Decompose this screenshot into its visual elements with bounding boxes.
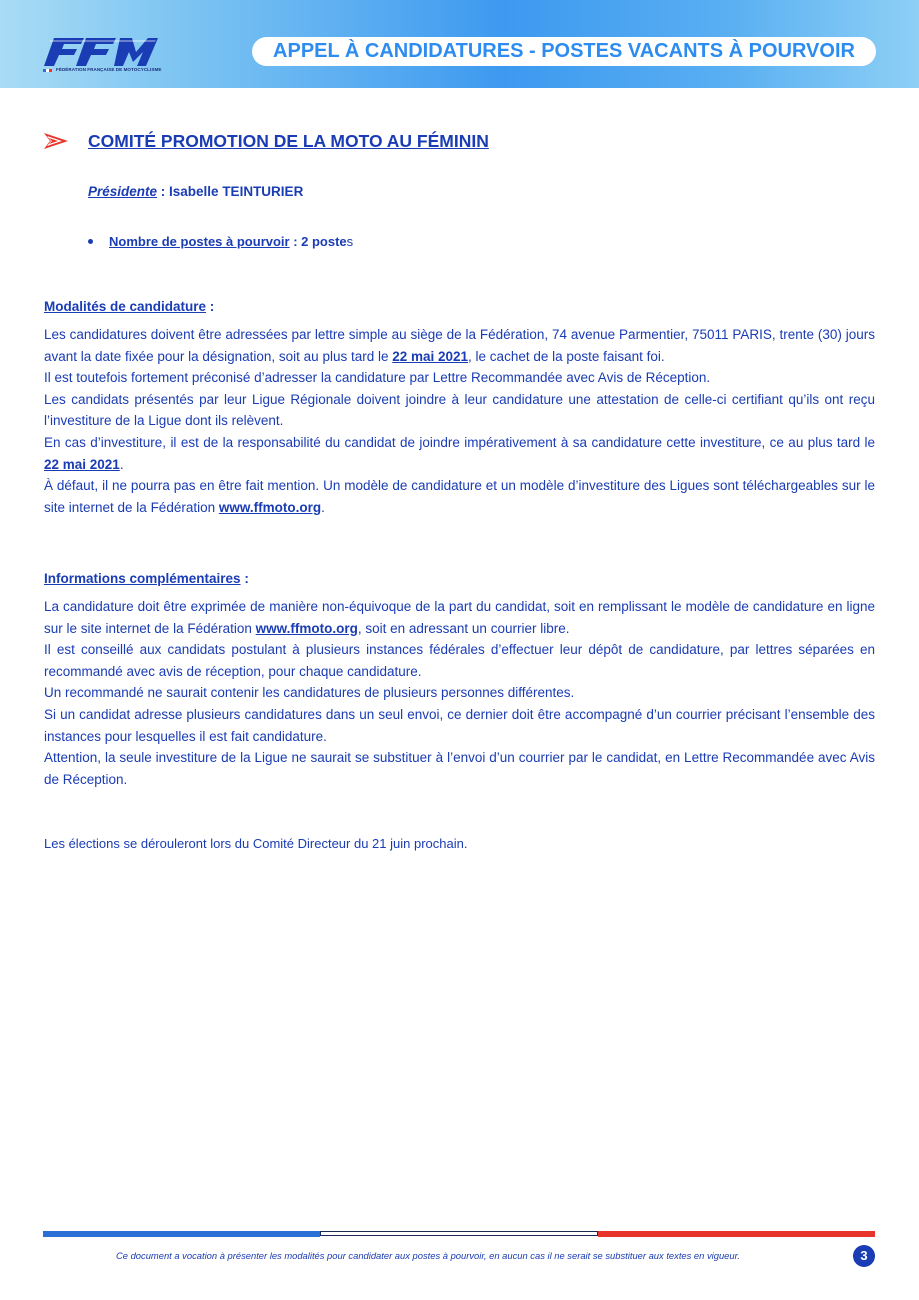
flag-white-segment (320, 1231, 599, 1236)
ffmoto-link[interactable]: www.ffmoto.org (218, 499, 322, 515)
modalites-p5-text: À défaut, il ne pourra pas en être fait mention. Un modèle de candidature et un modèle d’investiture des Ligues sont téléchargeables sur le site internet de la Fédération (44, 478, 875, 515)
footer-note: Ce document a vocation à présenter les modalités pour candidater aux postes à pourvoir, en aucun cas il ne serait se substituer aux textes en vigueur. (116, 1250, 740, 1261)
logo-subtitle: FÉDÉRATION FRANÇAISE DE MOTOCYCLISME (56, 67, 162, 72)
section-title: COMITÉ PROMOTION DE LA MOTO AU FÉMININ (88, 131, 489, 151)
postes-tail: s (346, 234, 354, 249)
infos-heading-colon: : (240, 571, 249, 586)
infos-body (44, 596, 875, 790)
arrow-right-icon (44, 133, 68, 149)
modalites-p3: Les candidats présentés par leur Ligue Régionale doivent joindre à leur candidature une attestation de celle-ci certifiant qu’ils ont reçu l’investiture de la Ligue dont ils relèvent. (44, 391, 875, 429)
infos-heading-label: Informations complémentaires (44, 571, 241, 586)
presidente-label: Présidente (88, 184, 158, 199)
infos-p2: Il est conseillé aux candidats postulant à plusieurs instances fédérales d’effectuer leur dépôt de candidature, par lettres séparées en recommandé avec avis de réception, pour chaque candidature. (44, 642, 875, 679)
page-title: APPEL À CANDIDATURES - POSTES VACANTS À POURVOIR (252, 37, 876, 66)
infos-p4: Si un candidat adresse plusieurs candidatures dans un seul envoi, ce dernier doit être accompagné d’un courrier précisant l’ensemble des instances pour lesquelles il est fait candidature. (44, 706, 875, 744)
postes-label: Nombre de postes à pourvoir (109, 234, 290, 249)
modalites-body (44, 324, 875, 518)
presidente-sep: : (157, 184, 170, 199)
flag-red-segment (598, 1231, 875, 1237)
infos-p1-end: , soit en adressant un courrier libre. (357, 620, 570, 636)
modalites-p1 (44, 324, 875, 367)
modalites-heading-colon: : (206, 299, 215, 314)
modalites-p1-end: , le cachet de la poste faisant foi. (468, 348, 665, 364)
infos-heading (44, 571, 249, 586)
footer-flag-line (43, 1231, 875, 1237)
infos-p5: Attention, la seule investiture de la Ligue ne saurait se substituer à l’envoi d’un courrier par le candidat, en Lettre Recommandée avec Avis de Réception. (44, 750, 875, 787)
modalites-p5 (44, 475, 875, 518)
presidente-line (88, 184, 303, 199)
infos-p1 (44, 596, 875, 639)
modalites-p4-end: . (119, 456, 124, 472)
modalites-heading-label: Modalités de candidature (44, 299, 207, 314)
modalites-heading (44, 299, 214, 314)
flag-blue-segment (43, 1231, 320, 1237)
infos-p1-text: La candidature doit être exprimée de manière non-équivoque de la part du candidat, soit en remplissant le modèle de candidature en ligne sur le site internet de la Fédération (44, 599, 875, 636)
modalites-p1-text: Les candidatures doivent être adressées par lettre simple au siège de la Fédération, 74 avenue Parmentier, 75011 PARIS, trente (30) jours avant la date fixée pour la désignation, soit au plus tard le (44, 327, 875, 364)
modalites-p2: Il est toutefois fortement préconisé d’adresser la candidature par Lettre Recommandée avec Avis de Réception. (44, 370, 711, 386)
deadline-date: 22 mai 2021 (392, 348, 469, 364)
postes-value: : 2 poste (289, 234, 347, 249)
ffmoto-link[interactable]: www.ffmoto.org (255, 620, 358, 636)
page-number: 3 (853, 1245, 875, 1267)
modalites-p4-text: En cas d’investiture, il est de la responsabilité du candidat de joindre impérativement à sa candidature cette investiture, ce au plus tard le (44, 434, 875, 450)
postes-line (109, 234, 353, 249)
bullet-icon (88, 239, 93, 244)
infos-p3: Un recommandé ne saurait contenir les candidatures de plusieurs personnes différentes. (44, 685, 575, 701)
closing-text: Les élections se dérouleront lors du Comité Directeur du 21 juin prochain. (44, 836, 468, 851)
deadline-date: 22 mai 2021 (44, 456, 120, 472)
presidente-name: Isabelle TEINTURIER (169, 184, 304, 199)
modalites-p4 (44, 432, 875, 475)
page-header (0, 0, 919, 88)
modalites-p5-end: . (321, 499, 325, 515)
